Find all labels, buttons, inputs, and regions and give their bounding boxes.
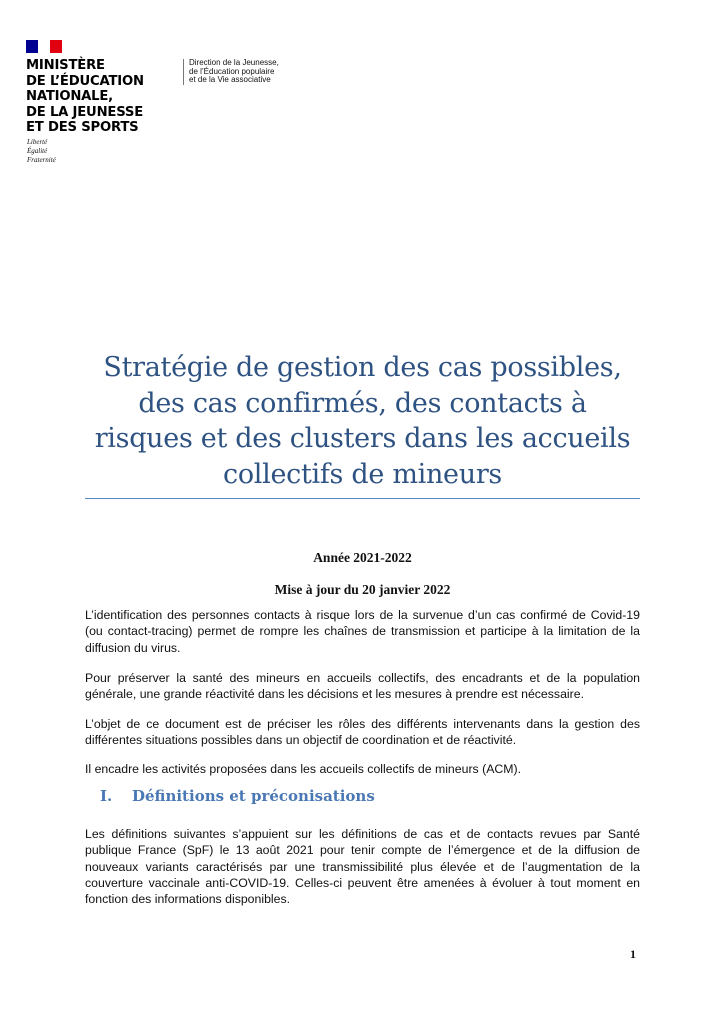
update-date: Mise à jour du 20 janvier 2022	[274, 582, 451, 597]
french-flag-logo	[26, 40, 62, 53]
year-label: Année 2021-2022	[313, 550, 412, 565]
section-heading	[100, 787, 375, 805]
ministry-line: NATIONALE,	[26, 89, 113, 104]
motto-line: Liberté	[27, 138, 48, 146]
title-line: Stratégie de gestion des cas possibles,	[103, 352, 622, 383]
title-divider	[85, 498, 640, 499]
motto	[27, 138, 56, 165]
ministry-line: DE LA JEUNESSE	[26, 104, 144, 120]
direction-name	[183, 59, 279, 85]
ministry-line: MINISTÈRE	[26, 58, 105, 73]
direction-line: Direction de la Jeunesse,	[189, 58, 279, 67]
document-title	[85, 350, 640, 492]
paragraph: Il encadre les activités proposées dans les accueils collectifs de mineurs (ACM).	[85, 762, 522, 776]
page-number: 1	[630, 947, 636, 961]
ministry-line: ET DES SPORTS	[26, 120, 139, 135]
section-number: I.	[100, 787, 113, 805]
ministry-line: DE L’ÉDUCATION	[26, 73, 144, 89]
title-line: risques et des clusters dans les accueils	[94, 423, 631, 454]
direction-line: de l’Éducation populaire	[189, 66, 275, 76]
paragraph: L’objet de ce document est de préciser les rôles des différents intervenants dans la gestion des différentes situations possibles dans un objectif de coordination et de réactivité.	[85, 717, 640, 748]
paragraph: Pour préserver la santé des mineurs en accueils collectifs, des encadrants et de la population générale, une grande réactivité dans les décisions et les mesures à prendre est nécessaire.	[85, 671, 640, 702]
section-title: Définitions et préconisations	[132, 787, 375, 805]
ministry-name	[26, 58, 144, 136]
direction-line: et de la Vie associative	[189, 75, 271, 84]
title-line: collectifs de mineurs	[223, 458, 502, 490]
title-line: des cas confirmés, des contacts à	[138, 387, 587, 419]
motto-line: Égalité	[27, 147, 48, 155]
section-paragraph: Les définitions suivantes s’appuient sur les définitions de cas et de contacts revues par Santé publique France (SpF) le 13 août 2021 pour tenir compte de l’émergence et de la diffusion de nouveaux variants caractérisés par une transmissibilité plus élevée et de l’augmentation de la couverture vaccinale anti-COVID-19. Celles-ci peuvent être amenées à évoluer à tout moment en fonction des informations disponibles.	[85, 827, 640, 907]
paragraph: L’identification des personnes contacts à risque lors de la survenue d’un cas confirmé de Covid-19 (ou contact-tracing) permet de rompre les chaînes de transmission et participe à la limitation de la diffusion du virus.	[85, 608, 640, 655]
motto-line: Fraternité	[27, 156, 56, 164]
